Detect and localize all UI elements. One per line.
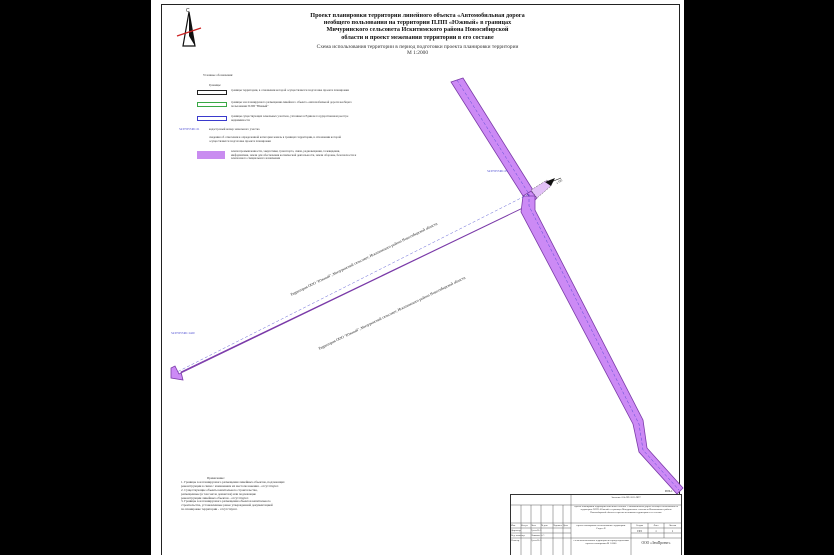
stamp-col-doc: № док. — [541, 524, 549, 527]
stamp-role-director: Директор — [511, 529, 521, 532]
stamp-col-date: Дата — [563, 524, 568, 527]
note-line: 2. Существующие объекты капитального строительства, — [181, 487, 258, 492]
notes-heading: Примечание: — [207, 476, 225, 480]
legend-text-zone: границы зон планируемого размещения линейного объекта «Автомобильной дороги необщего пользования П.ПП "Южный" — [231, 100, 352, 108]
road-zone-west — [171, 184, 537, 380]
note-line: по планировке территории - отсутствуют. — [181, 507, 238, 512]
stamp-name-control: Гусев К.А. — [531, 539, 542, 542]
legend-text-landuse: земли промышленности, энергетики, транспорта, связи, радиовещания, телевидения, информатики, земли для обеспечения космической деятельности, земли обороны, безопасности и земли иного специального назначения — [231, 149, 357, 161]
stamp-sheets-value: 1 — [671, 529, 674, 533]
legend-swatch-landuse — [197, 151, 225, 159]
legend-text-cadastral: кадастровый номер земельного участка — [209, 127, 260, 131]
scheme-scale: М 1:2000 — [406, 50, 429, 57]
stamp-role-control: Н.контр. — [511, 539, 520, 542]
stamp-sheet-value: 1 — [655, 529, 657, 533]
title-line-3: Мичуринского сельсовета Искитимского района Новосибирской — [326, 26, 509, 34]
legend-zone-note: сведения об отнесении к определенной категории земель в границах территории, в отношении которой осуществляется подготовка проекта планировки — [209, 135, 341, 143]
note-line: реконструкции в связи с изменением их местоположения - отсутствуют. — [181, 483, 279, 488]
stamp-col-izm: Изм. — [511, 524, 516, 527]
note-line: 1. Границы зон планируемого размещения линейных объектов, подлежащих — [181, 479, 285, 484]
stamp-project-title: Проект планировки территории линейного объекта «Автомобильная дорога необщего пользования на территории П.ПП «Южный» в границах Мичуринского сельсовета Искитимского района Новосибирской области и проект межевания территории в его составе — [574, 506, 678, 514]
notes-block — [181, 477, 331, 512]
stamp-sheet-title: Схема использования территории в период подготовки проекта планировки М 1:2000 — [573, 540, 629, 545]
stamp-col-list: Лист — [531, 524, 537, 527]
title-line-2: необщего пользования на территории П.ПП «Южный» в границах — [323, 19, 512, 27]
stamp-stage-header: Стадия — [635, 524, 644, 527]
stamp-col-kol: Кол.уч — [521, 524, 528, 527]
note-line: реконструкции линейных объектов - отсутствуют. — [181, 495, 249, 500]
legend-swatch-zone — [197, 102, 227, 107]
stamp-name-director: Гусев К.А. — [531, 529, 542, 532]
road-centerline-south — [529, 194, 679, 490]
title-stamp — [510, 494, 682, 555]
stamp-company: ООО «ЗемПроект» — [641, 541, 671, 545]
legend-text-project: границы территории, в отношении которой осуществляется подготовка проекта планировки — [231, 88, 349, 92]
legend-swatch-parcel — [197, 116, 227, 121]
stamp-stage-value: ПП — [637, 529, 642, 533]
road-zone-south — [521, 196, 683, 494]
stamp-name-engineer: Новиков А.С. — [531, 534, 545, 537]
stamp-role-engineer: Вед. инженер — [511, 534, 525, 537]
legend-swatch-project — [197, 90, 227, 95]
cadastral-label-top: 54:07:057401:25 — [487, 169, 508, 173]
stamp-code: Заказчик: 054-ПП-2023-ППТ — [611, 496, 641, 499]
title-line-4: области и проект межевания территории в его составе — [341, 33, 494, 41]
north-letter: С — [186, 8, 190, 14]
legend-boundaries-text: Границы: — [209, 83, 222, 87]
scheme-name: Схема использования территории в период подготовки проекта планировки территории — [316, 44, 519, 50]
title-line-1: Проект планировки территории линейного объекта «Автомобильная дорога — [310, 12, 525, 19]
stamp-sheet-header: Лист — [653, 524, 659, 527]
note-line: 3. Границы зон планируемого размещения объектов капитального — [181, 499, 271, 504]
legend-cadastral-code: 54:07:057401:21 — [179, 127, 200, 131]
point-label: ПП-1 — [665, 489, 673, 493]
stamp-col-sign: Подпись — [553, 524, 562, 527]
arrow-label: к ПП — [555, 178, 564, 185]
drawing-sheet — [151, 0, 684, 555]
stamp-section: Проект планировки. Использование территории. Раздел II — [576, 525, 626, 530]
road-centerline — [177, 80, 529, 372]
note-line: размещенные (в том числе демонтаж) или подлежащие — [181, 491, 256, 496]
note-line: строительства, установленные ранее утвержденной документацией — [181, 503, 273, 508]
territory-label-upper: Территория ООО "Южный", Мичуринский сельсовет, Искитимского района Новосибирской области — [289, 221, 439, 297]
cadastral-label-left: 54:07:057401:1420 — [171, 331, 195, 335]
territory-label-lower: Территория ООО "Южный", Мичуринский сельсовет, Искитимского района Новосибирской области — [317, 275, 467, 351]
legend-header: Условные обозначения: — [203, 73, 234, 77]
road-zone-north — [451, 78, 533, 196]
stamp-sheets-header: Листов — [668, 524, 677, 527]
legend-text-parcel: границы существующих земельных участков, учтенных в Едином государственном реестре недвижимости — [231, 114, 349, 122]
